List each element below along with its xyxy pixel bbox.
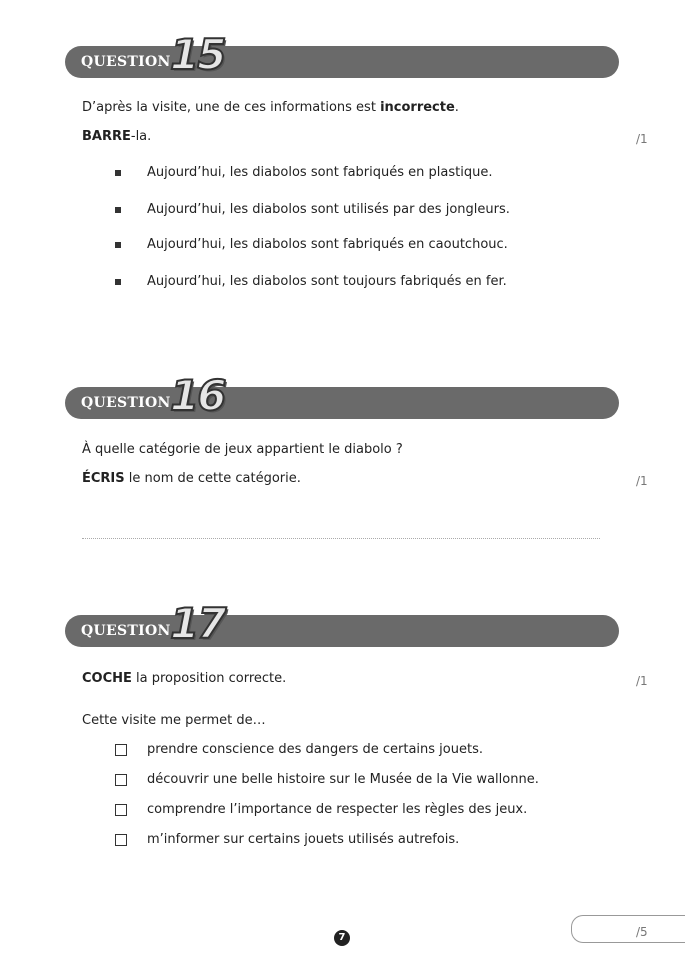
total-score-box <box>571 915 685 943</box>
option-label: prendre conscience des dangers de certains jouets. <box>147 742 483 757</box>
instruction-verb: ÉCRIS <box>82 471 125 486</box>
answer-line[interactable] <box>82 538 600 539</box>
question-label: QUESTION <box>81 54 171 70</box>
question-16-text: À quelle catégorie de jeux appartient le diabolo ? <box>82 442 403 457</box>
question-17-stem: Cette visite me permet de… <box>82 713 266 728</box>
statement-item[interactable]: Aujourd’hui, les diabolos sont fabriqués en caoutchouc. <box>147 237 508 252</box>
bullet-icon <box>115 207 121 213</box>
option-checkbox[interactable] <box>115 834 127 846</box>
question-15-header <box>65 30 619 79</box>
question-15-instruction: BARRE-la. <box>82 129 152 144</box>
statement-item[interactable]: Aujourd’hui, les diabolos sont toujours fabriqués en fer. <box>147 274 507 289</box>
question-17-instruction: COCHE la proposition correcte. <box>82 671 287 686</box>
option-label: découvrir une belle histoire sur le Musée de la Vie wallonne. <box>147 772 539 787</box>
option-label: comprendre l’importance de respecter les règles des jeux. <box>147 802 528 817</box>
question-15-intro: D’après la visite, une de ces informations est incorrecte. <box>82 100 459 115</box>
question-16-score: /1 <box>636 474 648 488</box>
question-label: QUESTION <box>81 395 171 411</box>
question-17-score: /1 <box>636 674 648 688</box>
question-17-header <box>65 599 619 648</box>
statement-item[interactable]: Aujourd’hui, les diabolos sont fabriqués en plastique. <box>147 165 493 180</box>
question-number: 17 <box>170 599 225 648</box>
instruction-verb: BARRE <box>82 129 131 144</box>
emphasis: incorrecte <box>380 100 455 115</box>
question-number: 16 <box>170 371 225 420</box>
instruction-verb: COCHE <box>82 671 132 686</box>
total-score: /5 <box>636 925 648 939</box>
statement-item[interactable]: Aujourd’hui, les diabolos sont utilisés par des jongleurs. <box>147 202 510 217</box>
question-16-instruction: ÉCRIS le nom de cette catégorie. <box>82 471 301 486</box>
question-number: 15 <box>170 30 225 79</box>
bullet-icon <box>115 279 121 285</box>
option-checkbox[interactable] <box>115 744 127 756</box>
option-checkbox[interactable] <box>115 804 127 816</box>
question-15-score: /1 <box>636 132 648 146</box>
page-number: 7 <box>334 930 350 946</box>
option-checkbox[interactable] <box>115 774 127 786</box>
question-16-header <box>65 371 619 420</box>
question-label: QUESTION <box>81 623 171 639</box>
bullet-icon <box>115 170 121 176</box>
bullet-icon <box>115 242 121 248</box>
option-label: m’informer sur certains jouets utilisés autrefois. <box>147 832 460 847</box>
